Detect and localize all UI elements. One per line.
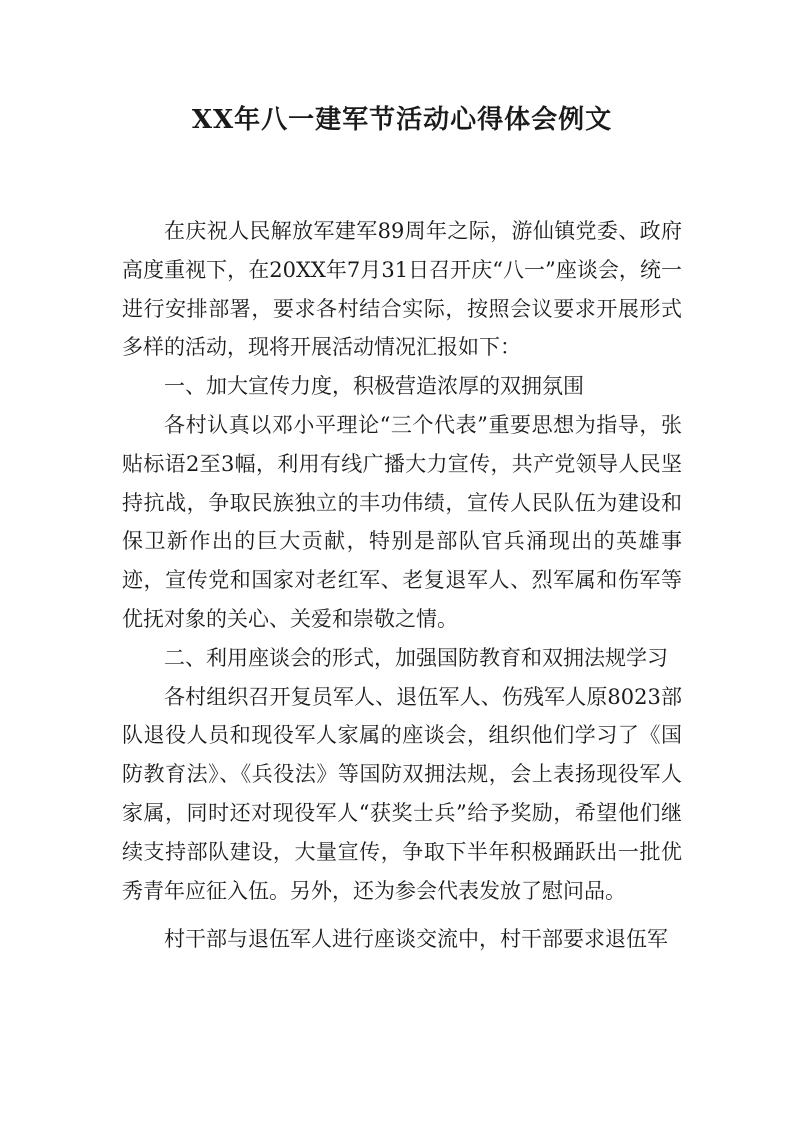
document-body — [122, 212, 682, 959]
paragraph-publicity: 各村认真以邓小平理论“三个代表”重要思想为指导，张贴标语2至3幅，利用有线广播大力宣传，共产党领导人民坚持抗战，争取民族独立的丰功伟绩，宣传人民队伍为建设和保卫新作出的巨大贡献，特别是部队官兵涌现出的英雄事迹，宣传党和国家对老红军、老复退军人、烈军属和伤军等优抚对象的关心、关爱和崇敬之情。 — [122, 412, 682, 631]
document-title: XX年八一建军节活动心得体会例文 — [191, 105, 613, 135]
paragraph-exchange: 村干部与退伍军人进行座谈交流中，村干部要求退伍军 — [164, 927, 668, 952]
paragraph-intro: 在庆祝人民解放军建军89周年之际，游仙镇党委、政府高度重视下，在20XX年7月31日召开庆“八一”座谈会，统一进行安排部署，要求各村结合实际，按照会议要求开展形式多样的活动，现将开展活动情况汇报如下： — [122, 219, 682, 360]
paragraph-symposium: 各村组织召开复员军人、退伍军人、伤残军人原8023部队退役人员和现役军人家属的座谈会，组织他们学习了《国防教育法》、《兵役法》等国防双拥法规，会上表扬现役军人家属，同时还对现役军人“获奖士兵”给予奖励，希望他们继续支持部队建设，大量宣传，争取下半年积极踊跃出一批优秀青年应征入伍。另外，还为参会代表发放了慰问品。 — [122, 684, 682, 903]
section-heading-2: 二、利用座谈会的形式，加强国防教育和双拥法规学习 — [164, 645, 668, 670]
section-heading-1: 一、加大宣传力度，积极营造浓厚的双拥氛围 — [164, 374, 584, 399]
